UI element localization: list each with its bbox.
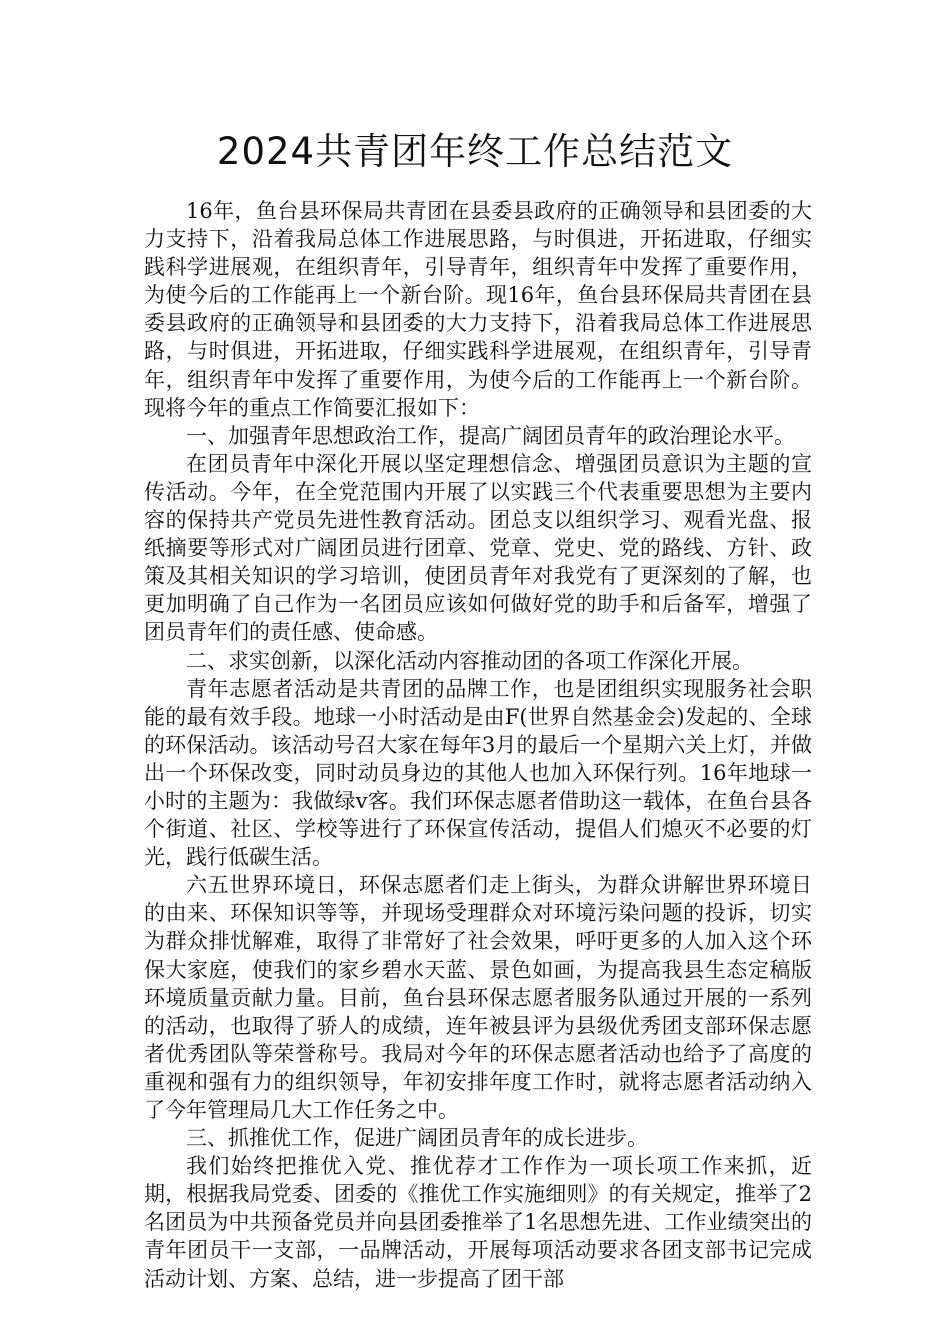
paragraph-intro: 16年，鱼台县环保局共青团在县委县政府的正确领导和县团委的大力支持下，沿着我局总体工作进展思路，与时俱进，开拓进取，仔细实践科学进展观，在组织青年，引导青年，组织青年中发挥了重要作用，为使今后的工作能再上一个新台阶。现16年，鱼台县环保局共青团在县委县政府的正确领导和县团委的大力支持下，沿着我局总体工作进展思路，与时俱进，开拓进取，仔细实践科学进展观，在组织青年，引导青年，组织青年中发挥了重要作用，为使今后的工作能再上一个新台阶。现将今年的重点工作简要汇报如下： — [144, 199, 812, 420]
section-heading-1: 一、加强青年思想政治工作，提高广阔团员青年的政治理论水平。 — [186, 423, 795, 448]
document-title: 2024共青团年终工作总结范文 — [216, 130, 734, 173]
paragraph-environment-day: 六五世界环境日，环保志愿者们走上街头，为群众讲解世界环境日的由来、环保知识等等，并现场受理群众对环境污染问题的投诉，切实为群众排忧解难，取得了非常好了社会效果，呼吁更多的人加入这个环保大家庭，使我们的家乡碧水天蓝、景色如画，为提高我县生态定稿版环境质量贡献力量。目前，鱼台县环保志愿者服务队通过开展的一系列的活动，也取得了骄人的成绩，连年被县评为县级优秀团支部环保志愿者优秀团队等荣誉称号。我局对今年的环保志愿者活动也给予了高度的重视和强有力的组织领导，年初安排年度工作时，就将志愿者活动纳入了今年管理局几大工作任务之中。 — [144, 873, 812, 1122]
paragraph-volunteer: 青年志愿者活动是共青团的品牌工作，也是团组织实现服务社会职能的最有效手段。地球一小时活动是由F(世界自然基金会)发起的、全球的环保活动。该活动号召大家在每年3月的最后一个星期六关上灯，并做出一个环保改变，同时动员身边的其他人也加入环保行列。16年地球一小时的主题为：我做绿v客。我们环保志愿者借助这一载体，在鱼台县各个街道、社区、学校等进行了环保宣传活动，提倡人们熄灭不必要的灯光，践行低碳生活。 — [144, 676, 812, 870]
paragraph-section-1: 在团员青年中深化开展以坚定理想信念、增强团员意识为主题的宣传活动。今年，在全党范围内开展了以实践三个代表重要思想为主要内容的保持共产党员先进性教育活动。团总支以组织学习、观看光盘、报纸摘要等形式对广阔团员进行团章、党章、党史、党的路线、方针、政策及其相关知识的学习培训，使团员青年对我党有了更深刻的了解，也更加明确了自己作为一名团员应该如何做好党的助手和后备军，增强了团员青年们的责任感、使命感。 — [144, 451, 812, 645]
section-heading-3: 三、抓推优工作，促进广阔团员青年的成长进步。 — [186, 1126, 648, 1151]
document-body — [144, 197, 812, 1293]
section-heading-2: 二、求实创新，以深化活动内容推动团的各项工作深化开展。 — [186, 648, 753, 673]
paragraph-section-3: 我们始终把推优入党、推优荐才工作作为一项长项工作来抓，近期，根据我局党委、团委的《推优工作实施细则》的有关规定，推举了2名团员为中共预备党员并向县团委推举了1名思想先进、工作业绩突出的青年团员干一支部，一品牌活动，开展每项活动要求各团支部书记完成活动计划、方案、总结，进一步提高了团干部 — [144, 1154, 812, 1291]
